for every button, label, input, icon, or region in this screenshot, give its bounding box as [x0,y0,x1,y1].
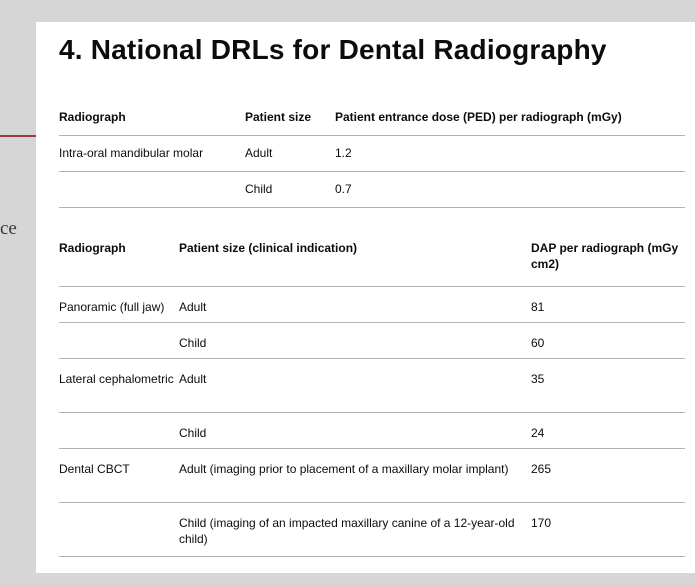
table-cell: Child [245,182,273,196]
document-panel [36,22,695,573]
table-row [59,413,685,449]
table-header-row [59,100,685,136]
table-cell: Adult [179,300,207,314]
slide-accent-line [0,135,36,137]
table-cell: Child [179,336,207,350]
table-row [59,287,685,323]
table-row [59,503,685,557]
slide-text-fragment: ce [0,218,17,239]
column-header: Patient size (clinical indication) [179,241,358,255]
table-cell: 265 [531,462,552,476]
dap-table [59,228,685,557]
table-cell: Adult (imaging prior to placement of a maxillary molar implant) [179,462,509,476]
table-row [59,359,685,413]
table-row [59,172,685,208]
table-cell: 60 [531,336,545,350]
table-row [59,323,685,359]
table-cell: 81 [531,300,545,314]
table-cell: 170 [531,516,552,530]
dose-table [59,100,685,208]
table-cell: 0.7 [335,182,352,196]
table-cell: Intra-oral mandibular molar [59,146,204,160]
table-header-row [59,228,685,287]
column-header: DAP per radiograph (mGy cm2) [531,241,679,271]
table-cell: Panoramic (full jaw) [59,300,165,314]
table-cell: Lateral cephalometric [59,372,174,386]
column-header: Radiograph [59,241,126,255]
table-row [59,449,685,503]
column-header: Patient size [245,110,312,124]
table-cell: 24 [531,426,545,440]
table-cell: Child [179,426,207,440]
table-cell: Dental CBCT [59,462,130,476]
column-header: Radiograph [59,110,126,124]
table-cell: Adult [179,372,207,386]
document-title: 4. National DRLs for Dental Radiography [59,34,607,65]
table-cell: Child (imaging of an impacted maxillary canine of a 12-year-old child) [179,516,515,546]
table-cell: 1.2 [335,146,352,160]
table-row [59,136,685,172]
column-header: Patient entrance dose (PED) per radiograph (mGy) [335,110,622,124]
table-cell: Adult [245,146,273,160]
table-cell: 35 [531,372,545,386]
